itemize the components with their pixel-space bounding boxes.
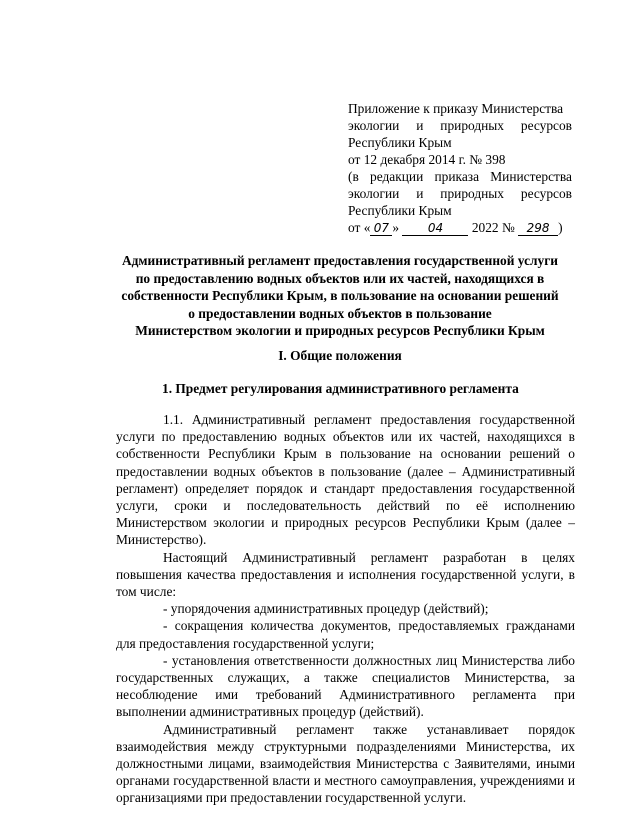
section-heading: I. Общие положения — [278, 348, 402, 363]
title-line-3: собственности Республики Крым, в пользование на основании решений — [121, 288, 559, 303]
header-line-2: экологии и природных ресурсов — [348, 118, 572, 133]
title-line-2: по предоставлению водных объектов или их частей, находящихся в — [135, 270, 545, 286]
date-suffix: ) — [558, 220, 563, 235]
appendix-header — [348, 100, 572, 236]
date-prefix: от « — [348, 220, 371, 235]
header-line-7: Республики Крым — [348, 203, 452, 218]
header-line-6: экологии и природных ресурсов — [348, 186, 572, 201]
date-mid: » — [392, 220, 400, 235]
handwritten-number: 298 — [518, 222, 558, 236]
header-line-4: от 12 декабря 2014 г. № 398 — [348, 152, 506, 167]
title-line-5: Министерством экологии и природных ресурсов Республики Крым — [135, 323, 545, 338]
document-title — [90, 252, 590, 340]
handwritten-day: 07 — [370, 222, 392, 236]
list-item-2: - сокращения количества документов, предоставляемых гражданами для предоставления государственной услуги; — [116, 618, 575, 651]
date-year: 2022 № — [471, 220, 515, 235]
header-line-8 — [348, 219, 572, 236]
list-item-3: - установления ответственности должностных лиц Министерства либо государственных служащих, а также специалистов Министерства, за несоблюдение ими требований Административного регламента при выполнении административных процедур (действий). — [116, 652, 575, 720]
subsection-heading: 1. Предмет регулирования административного регламента — [162, 381, 519, 396]
handwritten-month: 04 — [402, 222, 468, 236]
body-text — [116, 411, 575, 807]
title-line-4: о предоставлении водных объектов в пользование — [188, 305, 492, 321]
list-item-1: - упорядочения административных процедур (действий); — [163, 601, 489, 617]
paragraph-2: Настоящий Административный регламент разработан в целях повышения качества предоставления и исполнения государственной услуги, в том числе: — [116, 549, 575, 600]
header-line-5: (в редакции приказа Министерства — [348, 169, 572, 184]
paragraph-3: Административный регламент также устанавливает порядок взаимодействия между структурными подразделениями Министерства, их должностными лицами, взаимодействия Министерства с Заявителями, иными органами государственной власти и местного самоуправления, учреждениями и организациями при предоставлении государственной услуги. — [116, 721, 575, 806]
header-line-3: Республики Крым — [348, 135, 452, 150]
header-line-1: Приложение к приказу Министерства — [348, 101, 564, 116]
title-line-1: Административный регламент предоставления государственной услуги — [121, 253, 559, 268]
paragraph-1: 1.1. Административный регламент предоставления государственной услуги по предоставлению водных объектов или их частей, находящихся в собственности Республики Крым в пользование на основании решений о предоставлении водных объектов в пользование (далее – Административный регламент) определяет порядок и стандарт предоставления государственной услуги, сроки и последовательность действий по её исполнению Министерством экологии и природных ресурсов Республики Крым (далее – Министерство). — [116, 412, 575, 548]
